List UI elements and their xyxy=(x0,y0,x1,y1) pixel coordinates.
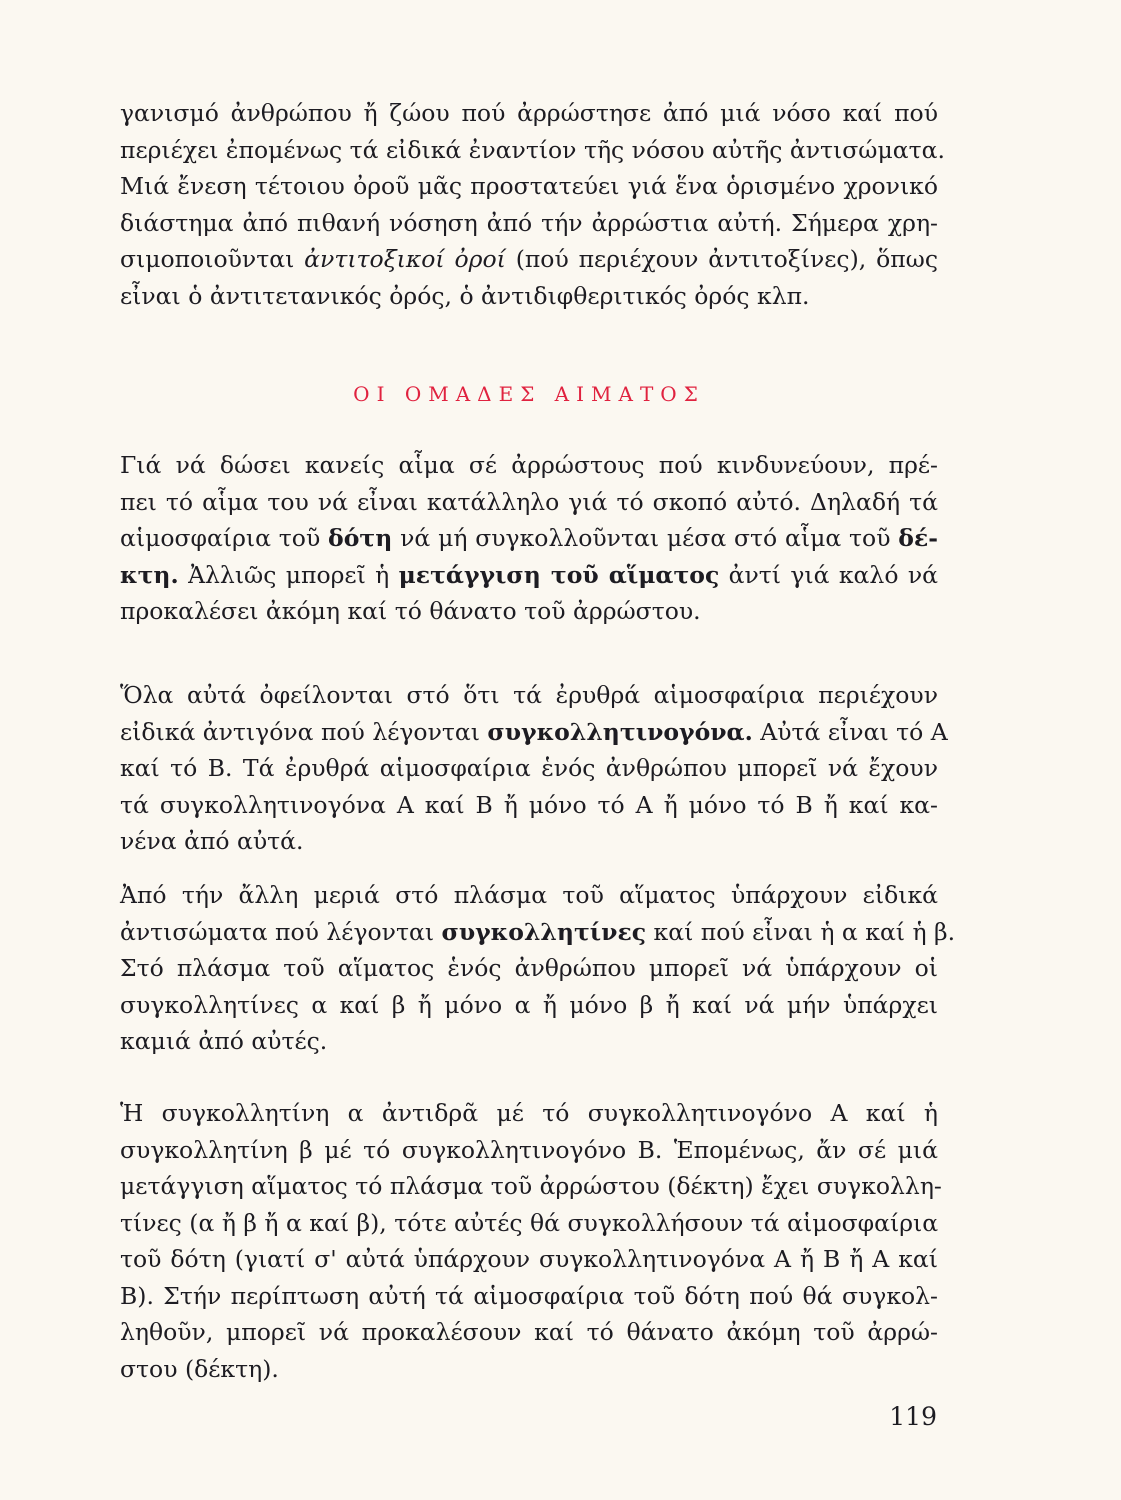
text-line: Μιά ἔνεση τέτοιου ὀροῦ μᾶς προστατεύει γιά ἕνα ὁρισμένο χρονικό xyxy=(120,172,938,200)
plain-text: (πού περιέχουν ἀντιτοξίνες), ὅπως xyxy=(505,245,938,273)
text-line: τοῦ δότη (γιατί σ' αὐτά ὑπάρχουν συγκολλητινογόνα Α ἤ Β ἤ Α καί xyxy=(120,1245,938,1273)
plain-text: ἀντισώματα πού λέγονται xyxy=(120,917,442,946)
text-line: τά συγκολλητινογόνα Α καί Β ἤ μόνο τό Α ἤ μόνο τό Β ἤ καί κα- xyxy=(120,790,938,819)
paragraph-agglutinins xyxy=(120,877,956,1060)
plain-text: Αὐτά εἶναι τό Α xyxy=(752,717,948,746)
text-line: μετάγγιση αἵματος τό πλάσμα τοῦ ἀρρώστου (δέκτη) ἔχει συγκολλη- xyxy=(120,1172,942,1200)
text-line: Γιά νά δώσει κανείς αἷμα σέ ἀρρώστους πού κινδυνεύουν, πρέ- xyxy=(120,451,938,479)
text-line: συγκολλητίνη β μέ τό συγκολλητινογόνο Β. Ἑπομένως, ἄν σέ μιά xyxy=(120,1135,938,1164)
plain-text: σιμοποιοῦνται xyxy=(120,245,305,273)
plain-text: αἱμοσφαίρια τοῦ xyxy=(120,524,329,552)
text-line: ληθοῦν, μπορεῖ νά προκαλέσουν καί τό θάνατο ἀκόμη τοῦ ἀρρώ- xyxy=(120,1318,938,1346)
bold-term: μετάγγιση τοῦ αἵματος xyxy=(398,560,720,589)
text-line: Ἡ συγκολλητίνη α ἀντιδρᾶ μέ τό συγκολλητινογόνο Α καί ἡ xyxy=(120,1099,938,1127)
plain-text: Ἀλλιῶς μπορεῖ ἡ xyxy=(178,560,399,589)
text-line: πει τό αἷμα του νά εἶναι κατάλληλο γιά τό σκοπό αὐτό. Δηλαδή τά xyxy=(120,487,938,516)
text-line: Β). Στήν περίπτωση αὐτή τά αἱμοσφαίρια τοῦ δότη πού θά συγκολ- xyxy=(120,1281,938,1310)
paragraph-immune-serum xyxy=(120,95,945,314)
text-line xyxy=(120,714,948,751)
text-line: Στό πλάσμα τοῦ αἵματος ἑνός ἀνθρώπου μπορεῖ νά ὑπάρχουν οἱ xyxy=(120,954,938,982)
text-line xyxy=(120,914,956,951)
page-number: 119 xyxy=(889,1402,937,1431)
bold-term: δότη xyxy=(328,524,393,552)
bold-term: κτη. xyxy=(120,560,179,589)
bold-term: συγκολλητίνες xyxy=(441,917,647,946)
text-line: περιέχει ἐπομένως τά εἰδικά ἐναντίον τῆς νόσου αὐτῆς ἀντισώματα. xyxy=(120,135,945,164)
text-line: συγκολλητίνες α καί β ἤ μόνο α ἤ μόνο β ἤ καί νά μήν ὑπάρχει xyxy=(120,990,938,1019)
paragraph-transfusion xyxy=(120,447,938,630)
bold-term: συγκολλητινογόνα. xyxy=(487,717,753,746)
bold-term: δέ- xyxy=(898,524,939,552)
text-line: Ὅλα αὐτά ὀφείλονται στό ὅτι τά ἐρυθρά αἱμοσφαίρια περιέχουν xyxy=(120,681,938,709)
plain-text: καί πού εἶναι ἡ α καί ἡ β. xyxy=(646,917,956,946)
text-line: καμιά ἀπό αὐτές. xyxy=(120,1027,328,1055)
text-line: γανισμό ἀνθρώπου ἤ ζώου πού ἀρρώστησε ἀπό μιά νόσο καί πού xyxy=(120,99,938,127)
text-line: Ἀπό τήν ἄλλη μεριά στό πλάσμα τοῦ αἵματος ὑπάρχουν εἰδικά xyxy=(120,881,938,909)
paragraph-agglutinogens xyxy=(120,677,948,860)
text-line: νένα ἀπό αὐτά. xyxy=(120,827,304,855)
plain-text: νά μή συγκολλοῦνται μέσα στό αἷμα τοῦ xyxy=(392,524,899,552)
text-line: καί τό Β. Τά ἐρυθρά αἱμοσφαίρια ἑνός ἀνθρώπου μπορεῖ νά ἔχουν xyxy=(120,754,938,782)
text-line: τίνες (α ἤ β ἤ α καί β), τότε αὐτές θά συγκολλήσουν τά αἱμοσφαίρια xyxy=(120,1208,939,1237)
paragraph-reaction xyxy=(120,1095,942,1387)
plain-text: εἰδικά ἀντιγόνα πού λέγονται xyxy=(120,717,488,746)
plain-text: ἀντί γιά καλό νά xyxy=(719,560,938,589)
section-heading: ΟΙ ΟΜΑΔΕΣ ΑΙΜΑΤΟΣ xyxy=(353,382,705,406)
text-line: προκαλέσει ἀκόμη καί τό θάνατο τοῦ ἀρρώστου. xyxy=(120,597,701,625)
text-line: διάστημα ἀπό πιθανή νόσηση ἀπό τήν ἀρρώστια αὐτή. Σήμερα χρη- xyxy=(120,208,938,237)
text-line xyxy=(120,241,938,278)
italic-term: ἀντιτοξικοί ὀροί xyxy=(304,245,506,273)
text-line xyxy=(120,557,938,594)
text-line: στου (δέκτη). xyxy=(120,1354,279,1383)
text-line xyxy=(120,520,938,557)
text-line: εἶναι ὁ ἀντιτετανικός ὀρός, ὁ ἀντιδιφθεριτικός ὀρός κλπ. xyxy=(120,281,810,310)
